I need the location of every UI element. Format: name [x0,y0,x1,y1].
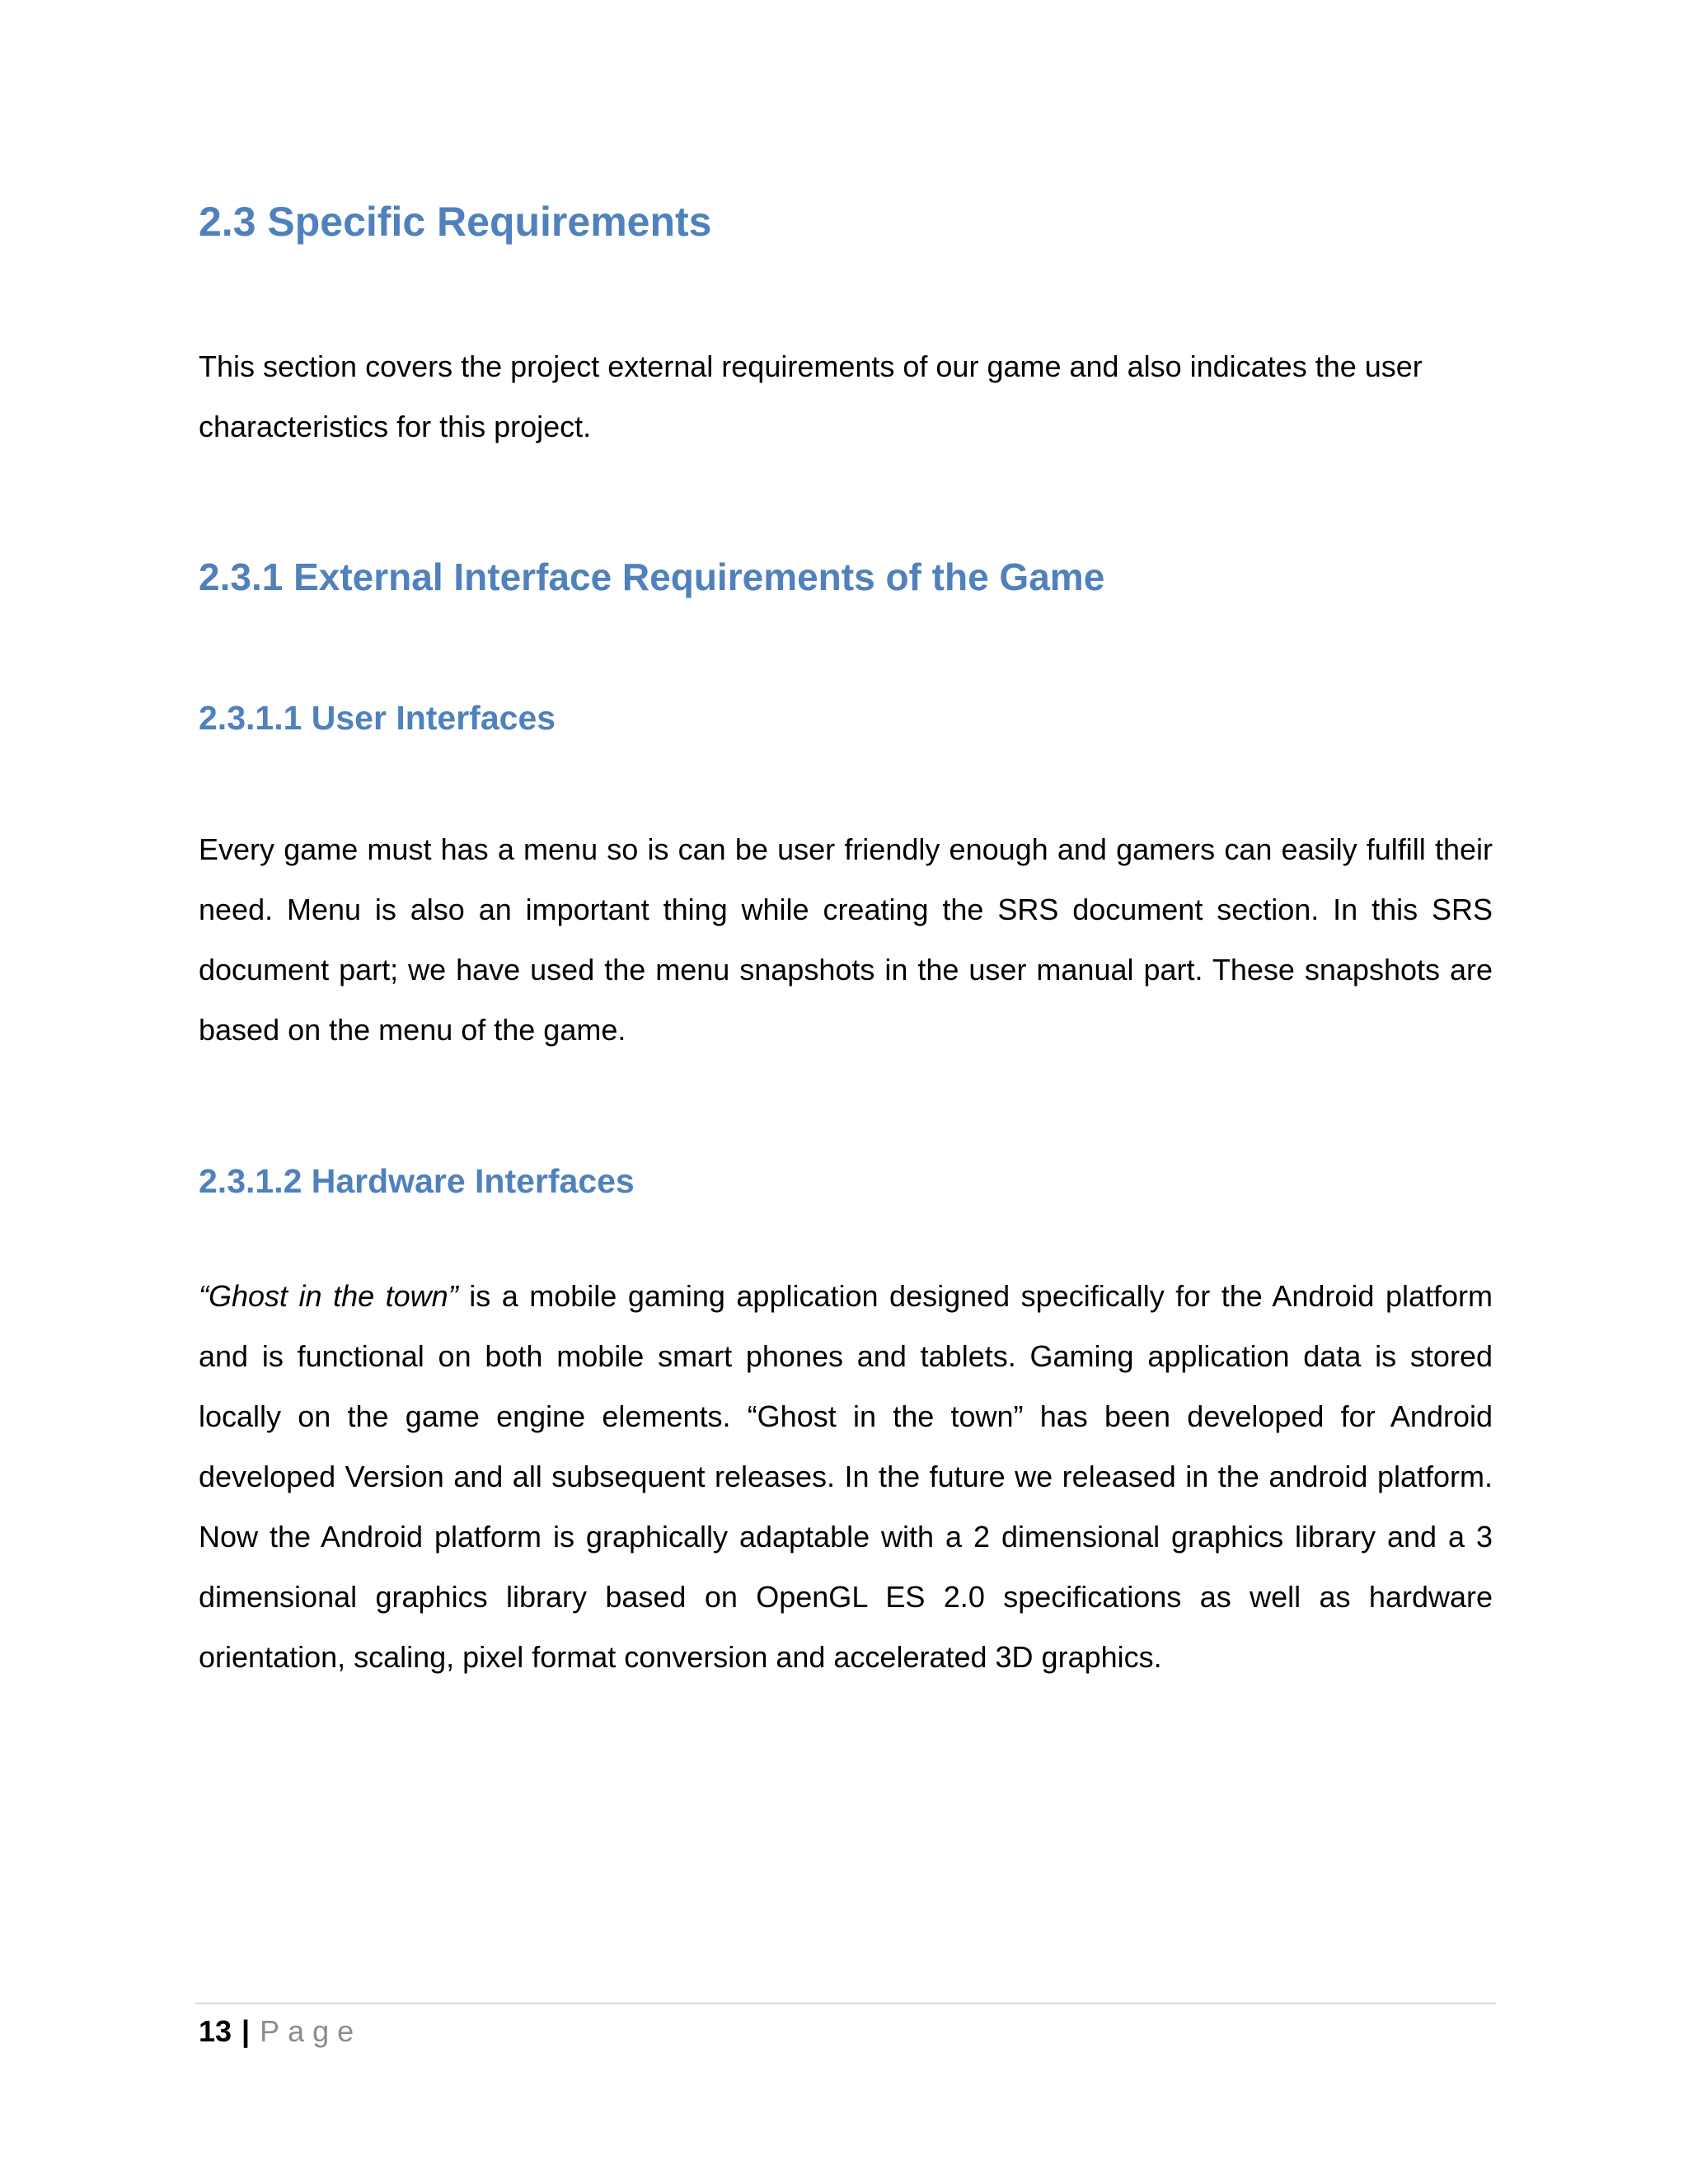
user-interfaces-heading: 2.3.1.1 User Interfaces [199,699,556,737]
external-interface-heading: 2.3.1 External Interface Requirements of the Game [199,555,1105,598]
section-heading: 2.3 Specific Requirements [199,199,712,245]
page-label: Page [260,2014,363,2048]
user-interfaces-paragraph: Every game must has a menu so is can be user friendly enough and gamers can easily fulfill their need. Menu is also an important thing while creating the SRS document section. In this SRS document part; we have used the menu snapshots in the user manual part. These snapshots are based on the menu of the game. [199,832,1493,1047]
hardware-interfaces-body: is a mobile gaming application designed specifically for the Android platform and is functional on both mobile smart phones and tablets. Gaming application data is stored locally on the game engine elements. “Ghost in the town” has been developed for Android developed Version and all subsequent releases. In the future we released in the android platform. Now the Android platform is graphically adaptable with a 2 dimensional graphics library and a 3 dimensional graphics library based on OpenGL ES 2.0 specifications as well as hardware orientation, scaling, pixel format conversion and accelerated 3D graphics. [199,1279,1493,1674]
hardware-interfaces-heading: 2.3.1.2 Hardware Interfaces [199,1162,635,1200]
section-intro-paragraph: This section covers the project external requirements of our game and also indicates the user characteristics for this project. [199,349,1423,443]
footer-separator: | [241,2014,251,2048]
footer-divider [195,2003,1496,2004]
page-footer [199,2011,362,2052]
hardware-interfaces-paragraph [199,1266,1493,1687]
page-number: 13 [199,2014,232,2048]
game-title-quote: “Ghost in the town” [199,1279,458,1313]
